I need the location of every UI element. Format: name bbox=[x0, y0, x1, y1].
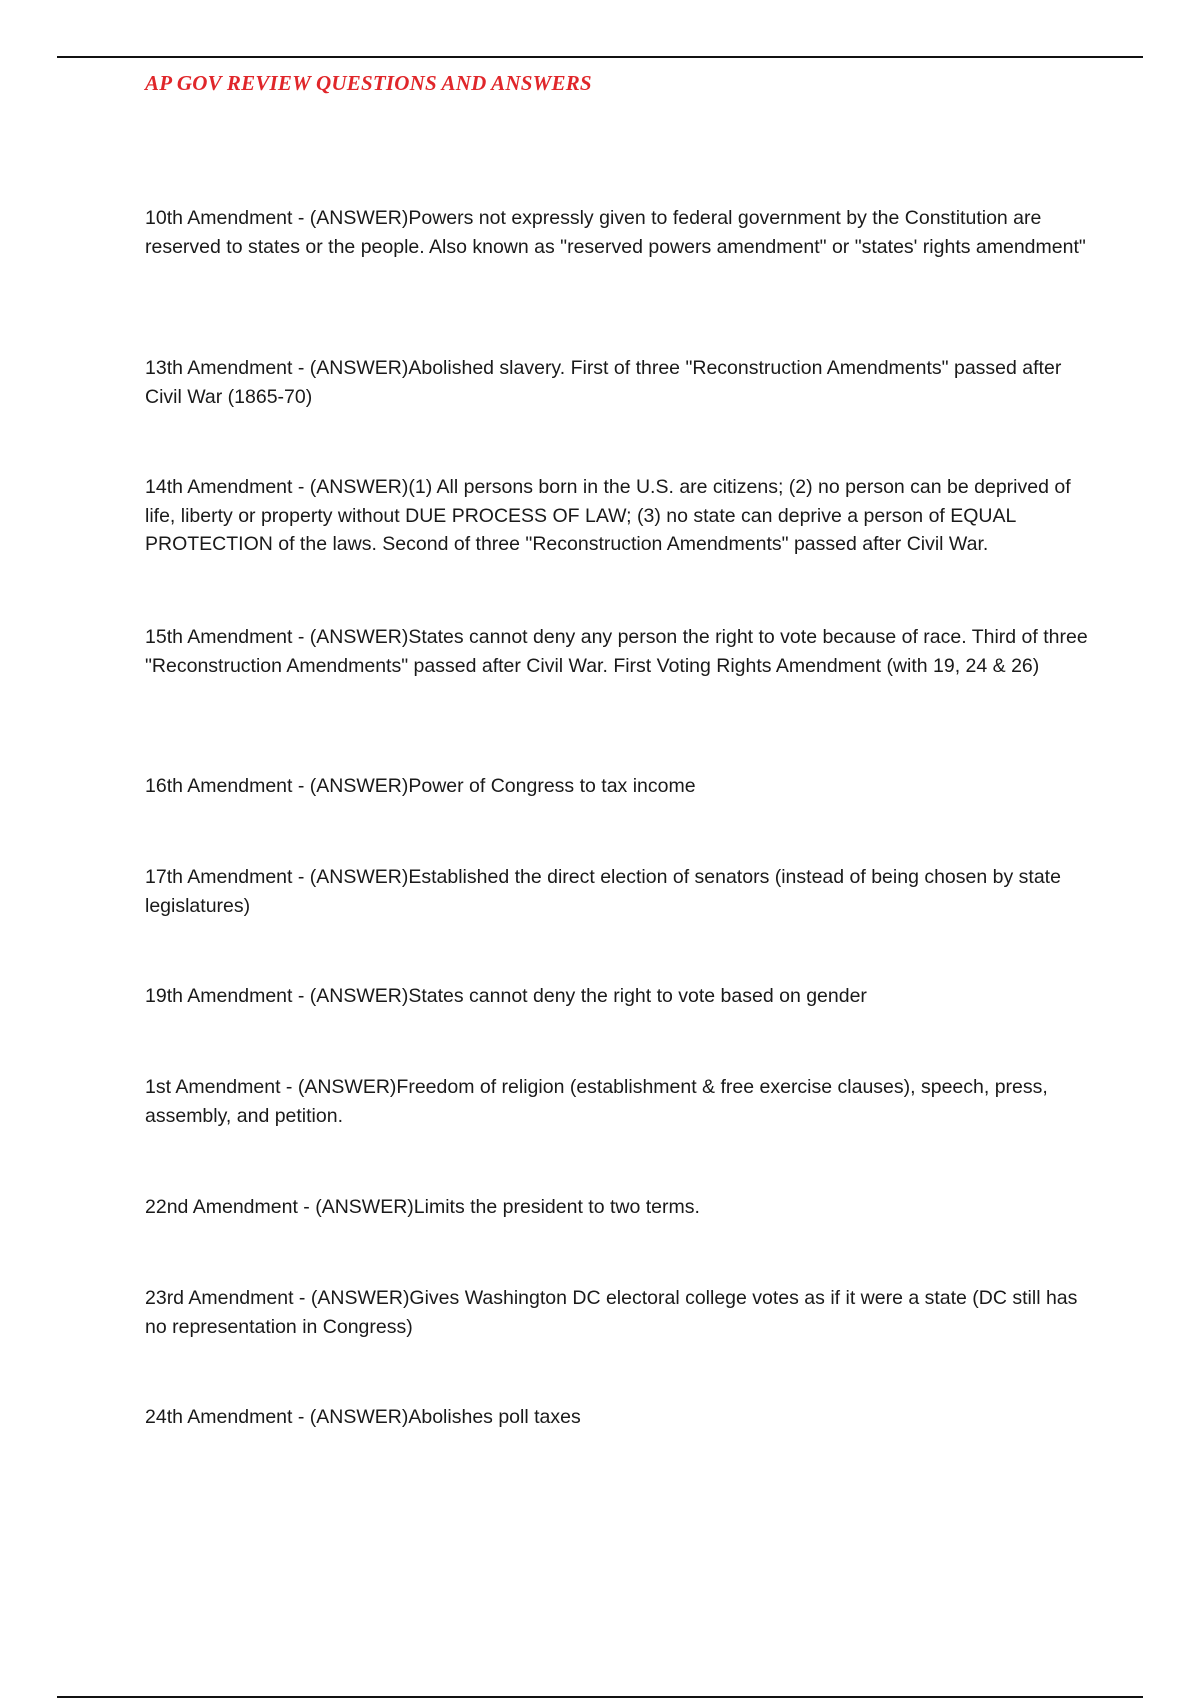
qa-item bbox=[145, 1193, 1090, 1222]
qa-separator: - bbox=[292, 985, 310, 1007]
qa-separator: - bbox=[292, 476, 310, 498]
qa-item bbox=[145, 623, 1090, 680]
bottom-divider bbox=[57, 1696, 1143, 1698]
qa-term: 19th Amendment bbox=[145, 985, 293, 1007]
qa-separator: - bbox=[292, 357, 310, 379]
qa-separator: - bbox=[293, 1287, 311, 1309]
qa-item bbox=[145, 1403, 1090, 1432]
qa-term: 23rd Amendment bbox=[145, 1287, 294, 1309]
qa-answer: (ANSWER)Freedom of religion (establishment & free exercise clauses), speech, press, assembly, and petition. bbox=[145, 1076, 1048, 1127]
qa-answer: (ANSWER)States cannot deny the right to vote based on gender bbox=[309, 985, 867, 1007]
qa-answer: (ANSWER)Powers not expressly given to federal government by the Constitution are reserved to states or the people. Also known as "reserved powers amendment" or "states' rights amendment" bbox=[145, 207, 1086, 258]
top-divider bbox=[57, 56, 1143, 58]
qa-item bbox=[145, 1073, 1090, 1130]
qa-term: 16th Amendment bbox=[145, 775, 293, 797]
qa-answer: (ANSWER)(1) All persons born in the U.S. are citizens; (2) no person can be deprived of life, liberty or property without DUE PROCESS OF LAW; (3) no state can deprive a person of EQUAL PROTECTION of the laws. Second of three "Reconstruction Amendments" passed after Civil War. bbox=[145, 476, 1071, 555]
page-title: AP GOV REVIEW QUESTIONS AND ANSWERS bbox=[145, 71, 592, 95]
qa-answer: (ANSWER)Established the direct election of senators (instead of being chosen by state legislatures) bbox=[145, 866, 1061, 917]
qa-item bbox=[145, 473, 1090, 559]
qa-term: 14th Amendment bbox=[145, 476, 293, 498]
qa-separator: - bbox=[280, 1076, 298, 1098]
qa-answer: (ANSWER)Abolishes poll taxes bbox=[309, 1406, 581, 1428]
qa-term: 1st Amendment bbox=[145, 1076, 281, 1098]
qa-answer: (ANSWER)States cannot deny any person the right to vote because of race. Third of three "Reconstruction Amendments" passed after Civil War. First Voting Rights Amendment (with 19, 24 & 26) bbox=[145, 626, 1088, 677]
qa-term: 15th Amendment bbox=[145, 626, 293, 648]
qa-term: 22nd Amendment bbox=[145, 1196, 298, 1218]
qa-answer: (ANSWER)Abolished slavery. First of three "Reconstruction Amendments" passed after Civil War (1865-70) bbox=[145, 357, 1062, 408]
qa-separator: - bbox=[292, 207, 310, 229]
qa-separator: - bbox=[292, 775, 310, 797]
qa-separator: - bbox=[292, 626, 310, 648]
qa-answer: (ANSWER)Limits the president to two terms. bbox=[315, 1196, 700, 1218]
qa-item bbox=[145, 863, 1090, 920]
qa-term: 13th Amendment bbox=[145, 357, 293, 379]
qa-separator: - bbox=[292, 866, 310, 888]
qa-term: 24th Amendment bbox=[145, 1406, 293, 1428]
qa-answer: (ANSWER)Power of Congress to tax income bbox=[309, 775, 696, 797]
qa-answer: (ANSWER)Gives Washington DC electoral college votes as if it were a state (DC still has no representation in Congress) bbox=[145, 1287, 1078, 1338]
qa-term: 17th Amendment bbox=[145, 866, 293, 888]
qa-term: 10th Amendment bbox=[145, 207, 293, 229]
qa-item bbox=[145, 982, 1090, 1011]
qa-separator: - bbox=[297, 1196, 316, 1218]
qa-item bbox=[145, 354, 1090, 411]
qa-item bbox=[145, 1284, 1090, 1341]
qa-separator: - bbox=[292, 1406, 310, 1428]
qa-item bbox=[145, 204, 1090, 261]
qa-item bbox=[145, 772, 1090, 801]
